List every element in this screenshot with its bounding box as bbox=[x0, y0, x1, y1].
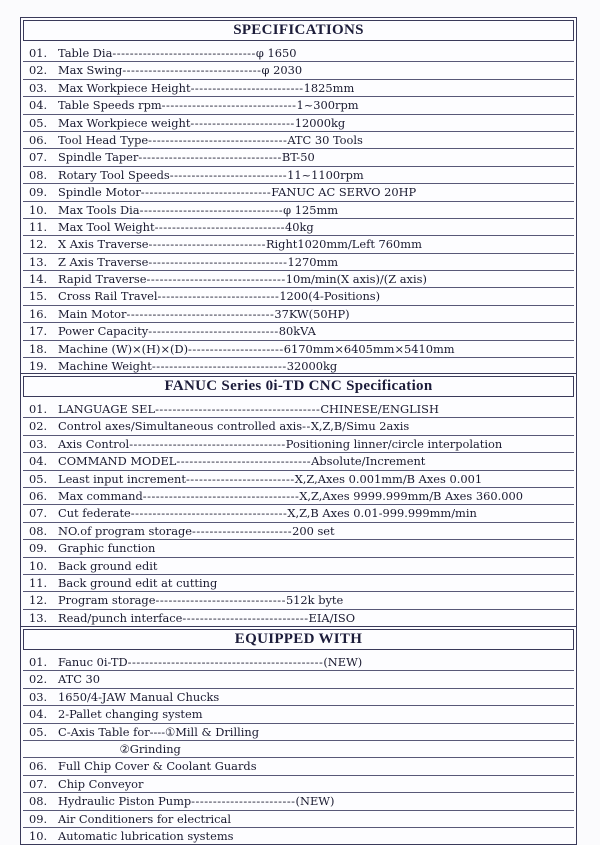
row-label bbox=[58, 236, 422, 252]
spec-row bbox=[23, 132, 574, 149]
row-number: 02. bbox=[29, 672, 48, 687]
row-number: 08. bbox=[29, 167, 48, 182]
spec-row bbox=[23, 575, 574, 592]
row-label-text: Least input increment bbox=[58, 471, 186, 486]
leader-dashes: ---------------------------- bbox=[157, 289, 280, 304]
spec-row bbox=[23, 776, 574, 793]
row-number: 04. bbox=[29, 98, 48, 113]
row-number: 06. bbox=[29, 759, 48, 774]
leader-dashes: ------------------------ bbox=[191, 794, 296, 809]
spec-row bbox=[23, 271, 574, 288]
row-number: 03. bbox=[29, 436, 48, 451]
row-value: 200 set bbox=[292, 523, 335, 538]
row-label-text: Max Workpiece weight bbox=[58, 115, 191, 130]
row-value: 12000kg bbox=[294, 115, 346, 130]
row-label bbox=[58, 575, 217, 591]
spec-row bbox=[23, 505, 574, 522]
row-value: 512k byte bbox=[285, 593, 344, 608]
row-number: 01. bbox=[29, 402, 48, 416]
row-number: 06. bbox=[29, 488, 48, 503]
cnc-spec-list bbox=[21, 399, 576, 626]
leader-dashes: ---------------------- bbox=[188, 341, 284, 356]
equipped-panel bbox=[20, 626, 577, 845]
spec-row bbox=[23, 323, 574, 340]
row-label-text: Back ground edit at cutting bbox=[58, 575, 218, 590]
row-value: φ 125mm bbox=[283, 202, 339, 217]
row-label-text: Max Workpiece Height bbox=[58, 80, 191, 95]
row-label bbox=[58, 418, 409, 434]
row-number: 08. bbox=[29, 523, 48, 538]
spec-row bbox=[23, 341, 574, 358]
row-label bbox=[58, 706, 203, 722]
row-label bbox=[58, 219, 314, 235]
row-value: 32000kg bbox=[286, 359, 338, 374]
row-value: CHINESE/ENGLISH bbox=[320, 402, 439, 416]
row-label bbox=[58, 358, 337, 374]
spec-row bbox=[23, 149, 574, 166]
row-label-text: COMMAND MODEL bbox=[58, 454, 177, 469]
row-label bbox=[58, 288, 380, 304]
row-label bbox=[58, 202, 338, 218]
leader-dashes: --------------------------------- bbox=[139, 202, 284, 217]
row-number: 09. bbox=[29, 811, 48, 826]
row-number: 07. bbox=[29, 150, 48, 165]
row-label bbox=[58, 115, 345, 131]
row-label bbox=[58, 271, 427, 287]
spec-row bbox=[23, 523, 574, 540]
row-value: 1825mm bbox=[303, 80, 355, 95]
row-number: 04. bbox=[29, 454, 48, 469]
row-value: 37KW(50HP) bbox=[274, 306, 350, 321]
row-number: 01. bbox=[29, 46, 48, 60]
row-label bbox=[58, 776, 143, 792]
row-label bbox=[58, 471, 482, 487]
spec-row bbox=[23, 45, 574, 62]
leader-dashes: ------------------------------- bbox=[176, 454, 312, 469]
leader-dashes: ------------------------------------ bbox=[142, 488, 300, 503]
row-label-text: Graphic function bbox=[58, 541, 156, 556]
leader-dashes: -------------------------------- bbox=[148, 254, 288, 269]
leader-dashes: ------------------------------ bbox=[154, 219, 286, 234]
spec-row bbox=[23, 288, 574, 305]
row-number: 10. bbox=[29, 558, 48, 573]
row-label bbox=[58, 62, 302, 78]
row-label bbox=[58, 793, 334, 809]
row-label-text: Machine Weight bbox=[58, 359, 152, 374]
row-number: 07. bbox=[29, 506, 48, 521]
spec-row bbox=[23, 184, 574, 201]
row-label bbox=[58, 505, 477, 521]
row-label-text: 1650/4-JAW Manual Chucks bbox=[58, 689, 220, 704]
row-label-text: Hydraulic Piston Pump bbox=[58, 794, 192, 809]
row-label-text: Control axes/Simultaneous controlled axis bbox=[58, 419, 303, 434]
row-label bbox=[58, 149, 315, 165]
spec-row bbox=[23, 558, 574, 575]
row-label bbox=[58, 758, 257, 774]
row-number: 02. bbox=[29, 419, 48, 434]
spec-row bbox=[23, 418, 574, 435]
row-value: 1~300rpm bbox=[296, 98, 359, 113]
leader-dashes: --------------------------------- bbox=[112, 46, 256, 60]
spec-row bbox=[23, 115, 574, 132]
row-label-text: Rotary Tool Speeds bbox=[58, 167, 170, 182]
row-label bbox=[58, 306, 350, 322]
row-label-text: Main Motor bbox=[58, 306, 127, 321]
row-value: 10m/min(X axis)/(Z axis) bbox=[285, 272, 427, 287]
spec-row bbox=[23, 80, 574, 97]
row-number: 13. bbox=[29, 610, 48, 625]
leader-dashes: ------------------------------ bbox=[155, 593, 286, 608]
spec-row bbox=[23, 758, 574, 775]
row-number: 14. bbox=[29, 272, 48, 287]
spec-row bbox=[23, 236, 574, 253]
spec-row bbox=[23, 306, 574, 323]
spec-row bbox=[23, 724, 574, 741]
leader-dashes: ----------------------------- bbox=[182, 610, 309, 625]
specifications-title: SPECIFICATIONS bbox=[23, 20, 574, 41]
leader-dashes: ------------------------------------ bbox=[130, 506, 288, 521]
row-label bbox=[58, 811, 231, 827]
row-label-text: Full Chip Cover & Coolant Guards bbox=[58, 759, 257, 774]
row-label bbox=[58, 254, 338, 270]
leader-dashes: ----------------------- bbox=[192, 523, 293, 538]
row-label bbox=[58, 540, 155, 556]
leader-dashes: ------------------------------- bbox=[161, 98, 297, 113]
row-label bbox=[58, 436, 502, 452]
spec-row bbox=[23, 654, 574, 671]
row-label-text: C-Axis Table for----①Mill & Drilling bbox=[58, 724, 259, 739]
row-label-text: Axis Control bbox=[58, 436, 130, 451]
spec-row bbox=[23, 689, 574, 706]
row-label-text: Chip Conveyor bbox=[58, 776, 144, 791]
row-label bbox=[58, 401, 439, 417]
row-label bbox=[58, 558, 158, 574]
row-label-text: 2-Pallet changing system bbox=[58, 707, 203, 722]
row-label bbox=[58, 741, 181, 757]
row-label bbox=[58, 523, 335, 539]
row-label-text: Program storage bbox=[58, 593, 156, 608]
row-value: (NEW) bbox=[295, 794, 335, 809]
leader-dashes: -------------------------------------- bbox=[155, 402, 321, 416]
row-label-text: Table Speeds rpm bbox=[58, 98, 162, 113]
spec-row bbox=[23, 828, 574, 844]
spec-row bbox=[23, 401, 574, 418]
row-label bbox=[58, 488, 523, 504]
row-value: (NEW) bbox=[323, 655, 363, 669]
row-label bbox=[58, 45, 296, 61]
row-label bbox=[58, 592, 343, 608]
spec-row bbox=[23, 436, 574, 453]
spec-row bbox=[23, 202, 574, 219]
leader-dashes: --------------------------------- bbox=[138, 150, 282, 165]
row-value: X,Z,B/Simu 2axis bbox=[310, 419, 410, 434]
row-value: Positioning linner/circle interpolation bbox=[285, 436, 503, 451]
row-value: 1270mm bbox=[287, 254, 339, 269]
spec-row bbox=[23, 167, 574, 184]
spec-row bbox=[23, 358, 574, 374]
row-label-text: ATC 30 bbox=[58, 672, 101, 687]
row-number: 15. bbox=[29, 289, 48, 304]
leader-dashes: ------------------------- bbox=[185, 471, 295, 486]
row-value: φ 2030 bbox=[261, 63, 303, 78]
row-label bbox=[58, 132, 363, 148]
row-label-text: Rapid Traverse bbox=[58, 272, 147, 287]
spec-row bbox=[23, 453, 574, 470]
row-label-text: NO.of program storage bbox=[58, 523, 193, 538]
row-number: 12. bbox=[29, 593, 48, 608]
row-value: 1200(4-Positions) bbox=[279, 289, 381, 304]
row-label-text: Spindle Taper bbox=[58, 150, 139, 165]
row-label-text: Machine (W)×(H)×(D) bbox=[58, 341, 189, 356]
row-value: 40kg bbox=[285, 219, 314, 234]
row-label-text: LANGUAGE SEL bbox=[58, 402, 156, 416]
leader-dashes: -------------------------------- bbox=[122, 63, 262, 78]
leader-dashes: ---------------------------------- bbox=[126, 306, 275, 321]
row-value: FANUC AC SERVO 20HP bbox=[271, 185, 417, 200]
specifications-list bbox=[21, 43, 576, 374]
row-number: 06. bbox=[29, 132, 48, 147]
leader-dashes: --------------------------------------------- bbox=[127, 655, 324, 669]
spec-row bbox=[23, 97, 574, 114]
leader-dashes: -------------------------- bbox=[190, 80, 304, 95]
row-label-text: ②Grinding bbox=[58, 741, 181, 756]
row-label-text: Fanuc 0i-TD bbox=[58, 655, 128, 669]
row-label-text: Air Conditioners for electrical bbox=[58, 811, 231, 826]
row-label bbox=[58, 184, 416, 200]
spec-row bbox=[23, 741, 574, 758]
row-number: 11. bbox=[29, 219, 48, 234]
row-label-text: Max command bbox=[58, 488, 143, 503]
row-number: 04. bbox=[29, 707, 48, 722]
row-label-text: Automatic lubrication systems bbox=[58, 828, 234, 843]
row-label bbox=[58, 323, 316, 339]
row-value: Absolute/Increment bbox=[311, 454, 426, 469]
row-number: 05. bbox=[29, 115, 48, 130]
row-value: 80kVA bbox=[278, 324, 316, 339]
row-label-text: Max Tool Weight bbox=[58, 219, 155, 234]
row-label-text: Back ground edit bbox=[58, 558, 158, 573]
row-number: 05. bbox=[29, 471, 48, 486]
row-label-text: Cut federate bbox=[58, 506, 131, 521]
row-label-text: Power Capacity bbox=[58, 324, 149, 339]
leader-dashes: ------------------------ bbox=[190, 115, 295, 130]
leader-dashes: --------------------------- bbox=[169, 167, 288, 182]
row-value: 6170mm×6405mm×5410mm bbox=[283, 341, 455, 356]
row-number: 03. bbox=[29, 689, 48, 704]
row-number: 08. bbox=[29, 794, 48, 809]
row-label-text: Tool Head Type bbox=[58, 132, 149, 147]
spec-row bbox=[23, 671, 574, 688]
row-number: 03. bbox=[29, 80, 48, 95]
spec-row bbox=[23, 219, 574, 236]
row-value: φ 1650 bbox=[255, 46, 297, 60]
row-number: 13. bbox=[29, 254, 48, 269]
cnc-spec-panel bbox=[20, 373, 577, 627]
cnc-spec-title: FANUC Series 0i-TD CNC Specification bbox=[23, 376, 574, 397]
row-label-text: Max Swing bbox=[58, 63, 123, 78]
row-label bbox=[58, 654, 362, 670]
row-label-text: Table Dia bbox=[58, 46, 113, 60]
row-label bbox=[58, 610, 355, 626]
spec-row bbox=[23, 706, 574, 723]
row-value: EIA/ISO bbox=[308, 610, 356, 625]
leader-dashes: ------------------------------ bbox=[140, 185, 272, 200]
row-label bbox=[58, 341, 455, 357]
row-number: 12. bbox=[29, 237, 48, 252]
row-number: 11. bbox=[29, 575, 48, 590]
row-value: Right1020mm/Left 760mm bbox=[265, 237, 422, 252]
row-label bbox=[58, 671, 100, 687]
row-value: BT-50 bbox=[281, 150, 315, 165]
equipped-list bbox=[21, 652, 576, 844]
row-label bbox=[58, 97, 359, 113]
row-number: 19. bbox=[29, 359, 48, 374]
spec-row bbox=[23, 811, 574, 828]
row-number: 07. bbox=[29, 776, 48, 791]
leader-dashes: --------------------------- bbox=[148, 237, 266, 252]
row-label-text: X Axis Traverse bbox=[58, 237, 149, 252]
leader-dashes: ------------------------------------ bbox=[129, 436, 286, 451]
leader-dashes: ------------------------------ bbox=[148, 324, 279, 339]
spec-row bbox=[23, 610, 574, 626]
row-number: 10. bbox=[29, 828, 48, 843]
leader-dashes: ------------------------------- bbox=[151, 359, 287, 374]
row-label bbox=[58, 453, 425, 469]
row-label bbox=[58, 724, 259, 740]
spec-row bbox=[23, 592, 574, 609]
row-number: 01. bbox=[29, 655, 48, 669]
leader-dashes: -- bbox=[302, 419, 311, 434]
specifications-panel bbox=[20, 17, 577, 375]
equipped-title: EQUIPPED WITH bbox=[23, 629, 574, 650]
row-label-text: Z Axis Traverse bbox=[58, 254, 149, 269]
leader-dashes: -------------------------------- bbox=[146, 272, 286, 287]
row-number: 05. bbox=[29, 724, 48, 739]
row-number: 09. bbox=[29, 541, 48, 556]
row-value: 11~1100rpm bbox=[287, 167, 364, 182]
row-label bbox=[58, 80, 354, 96]
row-label-text: Spindle Motor bbox=[58, 185, 141, 200]
row-value: X,Z,B Axes 0.01-999.999mm/min bbox=[287, 506, 477, 521]
spec-row bbox=[23, 254, 574, 271]
row-value: X,Z,Axes 9999.999mm/B Axes 360.000 bbox=[299, 488, 523, 503]
spec-row bbox=[23, 540, 574, 557]
row-value: ATC 30 Tools bbox=[287, 132, 363, 147]
row-label bbox=[58, 167, 364, 183]
row-number: 17. bbox=[29, 324, 48, 339]
row-number: 16. bbox=[29, 306, 48, 321]
spec-row bbox=[23, 488, 574, 505]
row-value: X,Z,Axes 0.001mm/B Axes 0.001 bbox=[294, 471, 483, 486]
spec-row bbox=[23, 62, 574, 79]
spec-row bbox=[23, 471, 574, 488]
row-label-text: Read/punch interface bbox=[58, 610, 183, 625]
spec-row bbox=[23, 793, 574, 810]
row-number: 02. bbox=[29, 63, 48, 78]
row-label-text: Cross Rail Travel bbox=[58, 289, 158, 304]
row-label-text: Max Tools Dia bbox=[58, 202, 140, 217]
row-label bbox=[58, 828, 233, 844]
row-label bbox=[58, 689, 219, 705]
leader-dashes: -------------------------------- bbox=[148, 132, 288, 147]
row-number: 18. bbox=[29, 341, 48, 356]
row-number: 10. bbox=[29, 202, 48, 217]
row-number: 09. bbox=[29, 185, 48, 200]
